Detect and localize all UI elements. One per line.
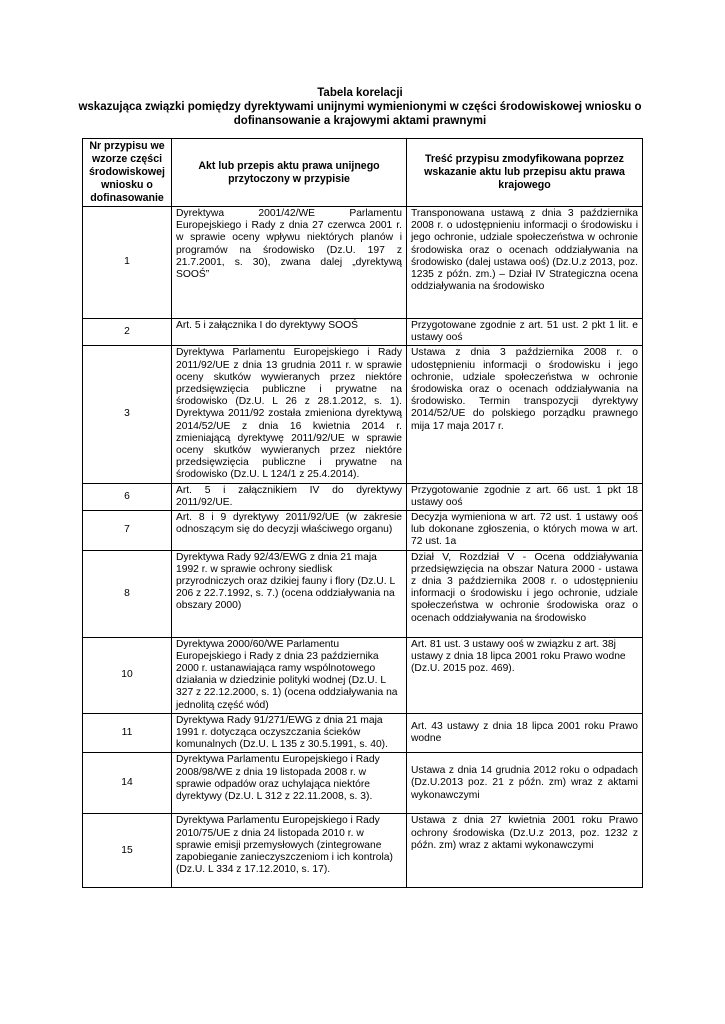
table-row bbox=[83, 550, 643, 637]
row-national-act: Art. 81 ust. 3 ustawy ooś w związku z art. 38j ustawy z dnia 18 lipca 2001 roku Prawo wodne (Dz.U. 2015 poz. 469). bbox=[407, 637, 643, 713]
row-number: 1 bbox=[83, 207, 172, 319]
row-national-act: Ustawa z dnia 3 października 2008 r. o udostępnieniu informacji o środowisku i jego ochronie, udziale społeczeństwa w ochronie środowiska oraz o ocenach oddziaływania na środowisko. Termin transpozycji dyrektywy 2014/52/UE do polskiego porządku prawnego mija 17 maja 2017 r. bbox=[407, 346, 643, 483]
row-eu-act: Dyrektywa 2001/42/WE Parlamentu Europejskiego i Rady z dnia 27 czerwca 2001 r. w sprawie oceny wpływu niektórych planów i programów na środowisko (Dz.U. 197 z 21.7.2001, s. 30), zwana dalej „dyrektywą SOOŚ” bbox=[172, 207, 407, 319]
row-eu-act: Dyrektywa Parlamentu Europejskiego i Rady 2011/92/UE z dnia 13 grudnia 2011 r. w sprawie oceny skutków wywieranych przez niektóre przedsięwzięcia publiczne i prywatne na środowisko (Dz.U. L 26 z 28.1.2012, s. 1). Dyrektywa 2011/92 została zmieniona dyrektywą 2014/52/UE z dnia 16 kwietnia 2014 r. zmieniającą dyrektywę 2011/92/UE w sprawie oceny skutków wywieranych przez niektóre przedsięwzięcia publiczne i prywatne na środowisko (Dz.U. L 124/1 z 25.4.2014). bbox=[172, 346, 407, 483]
table-row bbox=[83, 713, 643, 753]
row-national-act: Przygotowanie zgodnie z art. 66 ust. 1 pkt 18 ustawy ooś bbox=[407, 483, 643, 510]
document-title bbox=[60, 86, 660, 128]
row-eu-act: Art. 5 i załącznika I do dyrektywy SOOŚ bbox=[172, 319, 407, 346]
row-number: 10 bbox=[83, 637, 172, 713]
row-number: 3 bbox=[83, 346, 172, 483]
header-eu-act: Akt lub przepis aktu prawa unijnego przytoczony w przypisie bbox=[172, 139, 407, 207]
row-national-act: Art. 43 ustawy z dnia 18 lipca 2001 roku Prawo wodne bbox=[407, 713, 643, 753]
header-footnote-number: Nr przypisu we wzorze części środowiskowej wniosku o dofinasowanie bbox=[83, 139, 172, 207]
row-number: 14 bbox=[83, 753, 172, 814]
row-eu-act: Art. 8 i 9 dyrektywy 2011/92/UE (w zakresie odnoszącym się do decyzji właściwego organu) bbox=[172, 511, 407, 551]
row-national-act: Dział V, Rozdział V - Ocena oddziaływania przedsięwzięcia na obszar Natura 2000 - ustawa z dnia 3 października 2008 r. o udostępnieniu informacji o środowisku i jego ochronie, udziale społeczeństwa w ochronie środowiska oraz o ocenach oddziaływania na środowisko bbox=[407, 550, 643, 637]
title-line-1: Tabela korelacji bbox=[317, 87, 403, 99]
row-national-act: Ustawa z dnia 14 grudnia 2012 roku o odpadach (Dz.U.2013 poz. 21 z późn. zm) wraz z aktami wykonawczymi bbox=[407, 753, 643, 814]
table-row bbox=[83, 207, 643, 319]
row-number: 8 bbox=[83, 550, 172, 637]
table-row bbox=[83, 483, 643, 510]
row-eu-act: Dyrektywa Parlamentu Europejskiego i Rady 2010/75/UE z dnia 24 listopada 2010 r. w sprawie emisji przemysłowych (zintegrowane zapobieganie zanieczyszczeniom i ich kontrola) (Dz.U. L 334 z 17.12.2010, s. 17). bbox=[172, 814, 407, 888]
correlation-table bbox=[82, 138, 643, 888]
header-national-act: Treść przypisu zmodyfikowana poprzez wskazanie aktu lub przepisu aktu prawa krajowego bbox=[407, 139, 643, 207]
row-national-act: Transponowana ustawą z dnia 3 października 2008 r. o udostępnieniu informacji o środowisku i jego ochronie, udziale społeczeństwa w ochronie środowiska oraz o ocenach oddziaływania na środowisko (dalej ustawa ooś) (Dz.U.z 2013, poz. 1235 z późn. zm.) – Dział IV Strategiczna ocena oddziaływania na środowisko bbox=[407, 207, 643, 319]
row-eu-act: Dyrektywa Rady 92/43/EWG z dnia 21 maja 1992 r. w sprawie ochrony siedlisk przyrodniczych oraz dzikiej fauny i flory (Dz.U. L 206 z 22.7.1992, s. 7.) (ocena oddziaływania na obszary 2000) bbox=[172, 550, 407, 637]
table-row bbox=[83, 753, 643, 814]
table-row bbox=[83, 319, 643, 346]
title-line-2: wskazująca związki pomiędzy dyrektywami unijnymi wymienionymi w części środowiskowej wniosku o bbox=[78, 101, 642, 113]
table-row bbox=[83, 346, 643, 483]
row-national-act: Decyzja wymieniona w art. 72 ust. 1 ustawy ooś lub dokonane zgłoszenia, o których mowa w art. 72 ust. 1a bbox=[407, 511, 643, 551]
row-number: 7 bbox=[83, 511, 172, 551]
row-eu-act: Dyrektywa Rady 91/271/EWG z dnia 21 maja 1991 r. dotycząca oczyszczania ścieków komunalnych (Dz.U. L 135 z 30.5.1991, s. 40). bbox=[172, 713, 407, 753]
row-eu-act: Art. 5 i załącznikiem IV do dyrektywy 2011/92/UE. bbox=[172, 483, 407, 510]
title-line-3: dofinansowanie a krajowymi aktami prawnymi bbox=[233, 115, 487, 127]
row-national-act: Ustawa z dnia 27 kwietnia 2001 roku Prawo ochrony środowiska (Dz.U.z 2013, poz. 1232 z późn. zm) wraz z aktami wykonawczymi bbox=[407, 814, 643, 888]
row-number: 15 bbox=[83, 814, 172, 888]
row-eu-act: Dyrektywa 2000/60/WE Parlamentu Europejskiego i Rady z dnia 23 października 2000 r. ustanawiająca ramy wspólnotowego działania w dziedzinie polityki wodnej (Dz.U. L 327 z 22.12.2000, s. 1) (ocena oddziaływania na jednolitą część wód) bbox=[172, 637, 407, 713]
row-number: 11 bbox=[83, 713, 172, 753]
row-number: 6 bbox=[83, 483, 172, 510]
table-row bbox=[83, 511, 643, 551]
table-row bbox=[83, 814, 643, 888]
table-row bbox=[83, 637, 643, 713]
table-header-row bbox=[83, 139, 643, 207]
row-national-act: Przygotowane zgodnie z art. 51 ust. 2 pkt 1 lit. e ustawy ooś bbox=[407, 319, 643, 346]
row-eu-act: Dyrektywa Parlamentu Europejskiego i Rady 2008/98/WE z dnia 19 listopada 2008 r. w sprawie odpadów oraz uchylająca niektóre dyrektywy (Dz.U. L 312 z 22.11.2008, s. 3). bbox=[172, 753, 407, 814]
row-number: 2 bbox=[83, 319, 172, 346]
